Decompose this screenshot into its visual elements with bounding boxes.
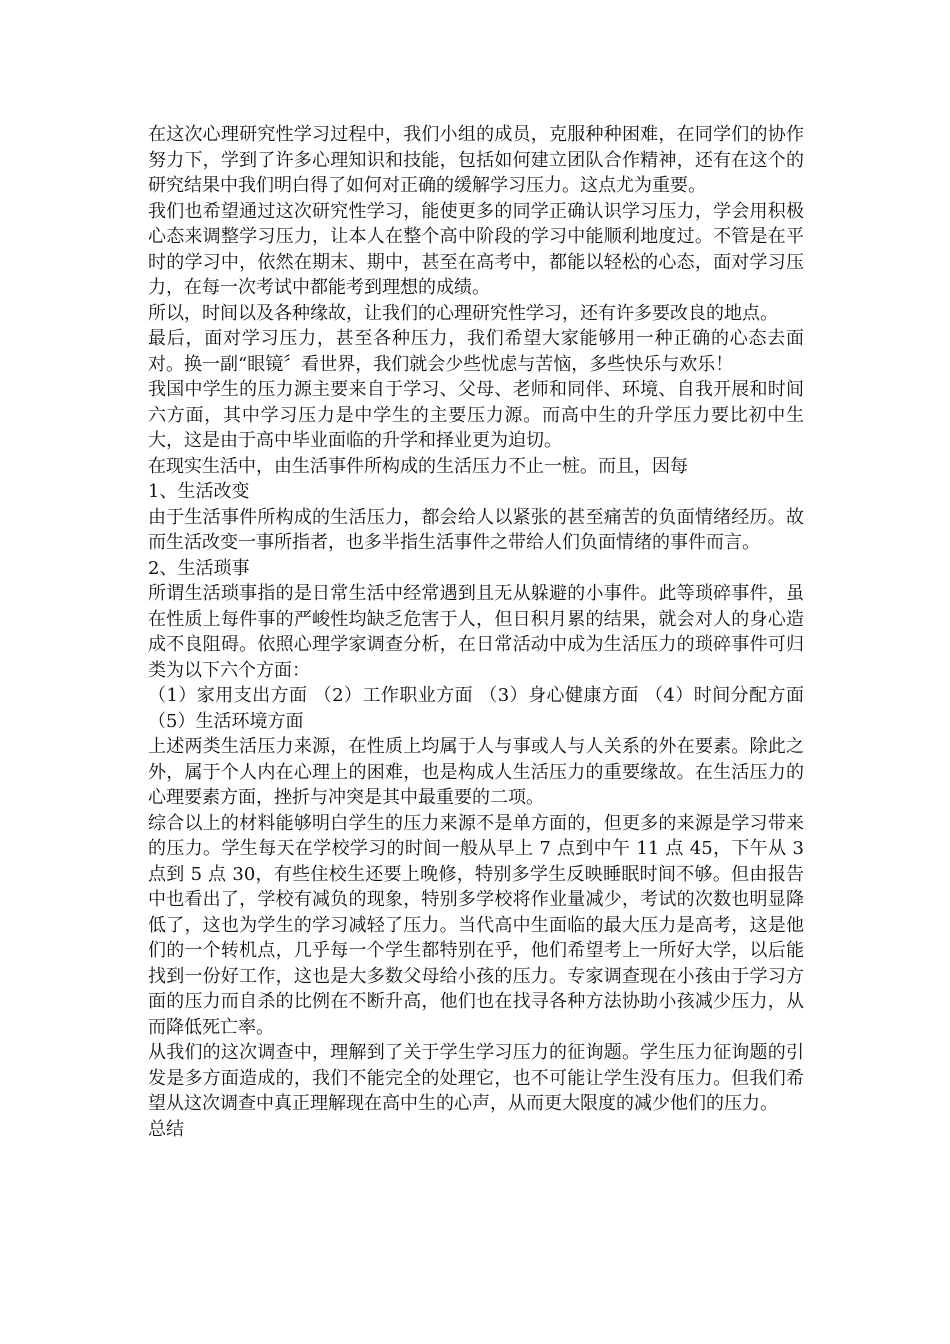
paragraph-life-change: 由于生活事件所构成的生活压力，都会给人以紧张的甚至痛苦的负面情绪经历。故而生活改变一事所指者，也多半指生活事件之带给人们负面情绪的事件而言。	[148, 506, 804, 553]
paragraph-improvement: 所以，时间以及各种缘故，让我们的心理研究性学习，还有许多要改良的地点。	[148, 302, 778, 324]
paragraph-hope: 我们也希望通过这次研究性学习，能使更多的同学正确认识学习压力，学会用积极心态来调整学习压力，让本人在整个高中阶段的学习中能顺利地度过。不管是在平时的学习中，依然在期末、期中，甚至在高考中，都能以轻松的心态，面对学习压力，在每一次考试中都能考到理想的成绩。	[148, 200, 804, 298]
paragraph-internal-factors: 上述两类生活压力来源，在性质上均属于人与事或人与人关系的外在要素。除此之外，属于个人内在心理上的困难，也是构成人生活压力的重要缘故。在生活压力的心理要素方面，挫折与冲突是其中最重要的二项。	[148, 736, 804, 808]
paragraph-study-pressure: 综合以上的材料能够明白学生的压力来源不是单方面的，但更多的来源是学习带来的压力。学生每天在学校学习的时间一般从早上 7 点到中午 11 点 45，下午从 3 点到 5 点 30，有些住校生还要上晚修，特别多学生反映睡眠时间不够。但由报告中也看出了，学校有减负的现象，特别多学校将作业量减少，考试的次数也明显降低了，这也为学生的学习减轻了压力。当代高中生面临的最大压力是高考，这是他们的一个转机点，几乎每一个学生都特别在乎，他们希望考上一所好大学，以后能找到一份好工作，这也是大多数父母给小孩的压力。专家调查现在小孩由于学习方面的压力而自杀的比例在不断升高，他们也在找寻各种方法协助小孩减少压力，从而降低死亡率。	[148, 812, 804, 1038]
paragraph-conclusion-attitude: 最后，面对学习压力，甚至各种压力，我们希望大家能够用一种正确的心态去面对。换一副“眼镜〞看世界，我们就会少些忧虑与苦恼，多些快乐与欢乐！	[148, 328, 804, 375]
heading-daily-trivia: 2、生活琐事	[148, 557, 250, 579]
paragraph-life-events: 在现实生活中，由生活事件所构成的生活压力不止一桩。而且，因每	[148, 455, 688, 477]
paragraph-daily-trivia: 所谓生活琐事指的是日常生活中经常遇到且无从躲避的小事件。此等琐碎事件，虽在性质上每件事的严峻性均缺乏危害于人，但日积月累的结果，就会对人的身心造成不良阻碍。依照心理学家调查分析，在日常活动中成为生活压力的琐碎事件可归类为以下六个方面：	[148, 583, 804, 681]
document-body	[148, 122, 804, 1142]
paragraph-research-summary: 在这次心理研究性学习过程中，我们小组的成员，克服种种困难，在同学们的协作努力下，学到了许多心理知识和技能，包括如何建立团队合作精神，还有在这个的研究结果中我们明白得了如何对正确的缓解学习压力。这点尤为重要。	[148, 124, 804, 196]
paragraph-pressure-sources: 我国中学生的压力源主要来自于学习、父母、老师和同伴、环境、自我开展和时间六方面，其中学习压力是中学生的主要压力源。而高中生的升学压力要比初中生大，这是由于高中毕业面临的升学和择业更为迫切。	[148, 379, 804, 451]
heading-summary: 总结	[148, 1118, 184, 1140]
heading-life-change: 1、生活改变	[148, 481, 250, 502]
list-six-aspects: （1）家用支出方面 （2）工作职业方面 （3）身心健康方面 （4）时间分配方面 （5）生活环境方面	[148, 685, 804, 732]
paragraph-survey-result: 从我们的这次调查中，理解到了关于学生学习压力的征询题。学生压力征询题的引发是多方面造成的，我们不能完全的处理它，也不可能让学生没有压力。但我们希望从这次调查中真正理解现在高中生的心声，从而更大限度的减少他们的压力。	[148, 1042, 804, 1114]
